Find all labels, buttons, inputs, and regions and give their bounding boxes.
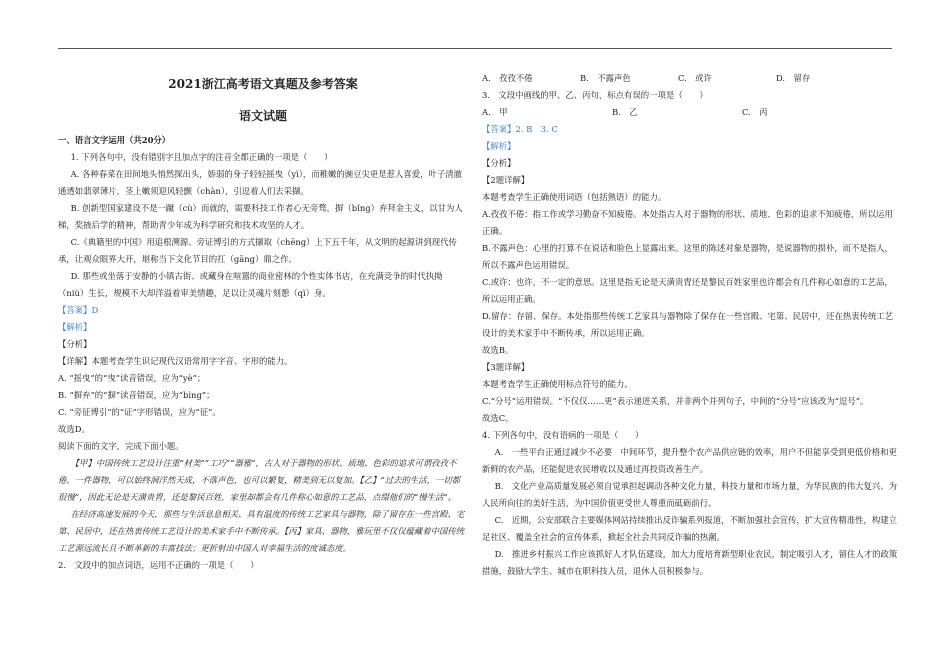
q4-option-c: C. 近期，公安部联合主要媒体网站持续推出反诈骗系列报道，不断加强社会宣传，扩大宣传精准性，构建立足社区、覆盖全社会的宣传体系，掀起全社会共同反诈骗的热潮。 [482,515,897,542]
q3-option-c: C. 丙 [742,107,768,117]
q3-conclusion: 故选C。 [482,413,514,423]
q1-option-a: A. 各种春菜在田间地头悄然探出头，娇弱的身子轻轻摇曳（yì），而稚嫩的豌豆尖更是惹人喜爱，叶子清澈通透如翡翠薄片，茎上嫩须迎风轻颤（chàn），引逗着人们去采撷。 [58,169,463,196]
q2-option-a: A. 孜孜不倦 [482,73,533,83]
q4-option-b: B. 文化产业高质量发展必须自觉承担起调动各种文化力量，科技力量和市场力量，为华民族的伟大复兴、为人民所向往的美好生活，为中国价值更受世人尊重而砥砺前行。 [482,481,898,508]
q1-option-b: B. 创新型国家建设不是一蹴（cù）而就的，需要科技工作者心无旁骛，摒（bǐng）弃拜金主义，以甘为人梯，奖掖后学的精神，帮助青少年成为科学研究和技术攻坚的人才。 [58,203,463,230]
q2-detail-label: 【2题详解】 [482,175,530,185]
q3-option-a: A. 甲 [482,107,508,117]
passage-paragraph-1: 【甲】中国传统工艺设计注重“材美”“工巧”“器雅”，古人对于器物的形状、质地、色彩的追求可谓孜孜不倦。一件器物，可以始终洞洋然天成，不落声色，也可以繁复，精美到无以复加。【乙】“过去的生活，一切都很慢”，因此无论是天潢贵胄，还是黎民百姓，家里却都会有几件称心如意的工艺品，点缀他们的“慢生活”。 [58,458,461,502]
q1-stem: 1. 下列各句中，没有错别字且加点字的注音全都正确的一项是（ ） [70,152,333,162]
q2-options [482,70,900,87]
fenxi-label-right: 【分析】 [482,158,516,168]
q3-explain-c: C.“分号”运用错误。“不仅仅……更”表示递进关系，并非两个并列句子，中间的“分号”应该改为“逗号”。 [482,396,869,406]
q3-detail-intro: 本题考查学生正确使用标点符号的能力。 [482,379,633,389]
q1-option-c: C.《典籍里的中国》用追根溯源、旁证博引的方式撷取（chēng）上下五千年，从文明的起源讲到现代传承，让观众眼界大开，堪称当下文化节目的扛（gāng）鼎之作。 [58,237,457,264]
answer-23: 【答案】2. B 3. C [482,124,558,134]
explain-c: C. “旁征博引”的“证”字形错误，应为“征”。 [58,407,221,417]
q2-option-d: D. 留存 [776,73,811,83]
q2-conclusion: 故选B。 [482,345,514,355]
q2-option-c: C. 或许 [678,73,712,83]
q1-option-d: D. 那些或坐落于安静的小镇古街、或藏身在喧嚣的商业密林的个性实体书店，在充满竞争的时代执拗（niù）生长，规模不大却洋溢着审美情趣，足以让灵魂片刻憩（qì）身。 [58,271,443,298]
passage-paragraph-2: 在经济高速发展的今天，那些与生活息息相关、具有温度的传统工艺家具与器物，除了留存在一些宫殿、宅第、民居中，还在热衷传统工艺设计的美术家手中不断传承。【丙】家具、器物，雅玩里不仅仅蕴藏着中国传统工艺源远流长且不断革新的丰富技法；更折射出中国人对幸福生活的度诚态度。 [58,509,465,553]
q3-detail-label: 【3题详解】 [482,362,530,372]
xiangjie: 【详解】本题考查学生识记现代汉语常用字字音、字形的能力。 [58,356,293,366]
fenxi-label: 【分析】 [58,339,92,349]
left-column [58,74,468,574]
q3-options [482,104,900,121]
right-column [482,70,900,580]
q4-option-d: D. 推进乡村振兴工作应该抓好人才队伍建设，加大力度培育新型职业农民，制定吸引人才，留住人才的政策措施，鼓励大学生、城市在职科技人员，退休人员积极参与。 [482,549,898,576]
q2-option-b: B. 不露声色 [580,73,631,83]
jiexi-label: 【解析】 [58,322,92,332]
answer-label: 【答案】D [58,305,99,315]
conclusion: 故选D。 [58,424,90,434]
q2-explain-c: C.或许：也许，不一定的意思。这里是指无论是天潢贵胄还是黎民百姓家里也许都会有几件称心如意的工艺品，所以运用正确。 [482,277,893,304]
explain-a: A. “摇曳”的“曳”读音错误，应为“yè”； [58,373,206,383]
q4-option-a: A. 一些平台正通过减少不必要 中间环节，提升整个农产品供应链的效率，用户不但能享受到更低价格和更新鲜的农产品，还能促进农民增收以及通过再投资改善生产。 [482,447,897,474]
explain-b: B. “摒弃”的“摒”读音错误，应为“bìng”； [58,390,215,400]
q2-explain-a: A.孜孜不倦：指工作或学习勤奋不知疲倦。本处指古人对于器物的形状、质地、色彩的追求不知疲倦，所以运用正确。 [482,209,893,236]
q2-detail-intro: 本题考查学生正确使用词语（包括熟语）的能力。 [482,192,667,202]
q3-option-b: B. 乙 [612,107,638,117]
header-rule [58,48,892,49]
q3-stem: 3. 文段中画线的甲、乙、丙句，标点有误的一项是（ ） [482,90,708,100]
q2-explain-d: D.留存：存留、保存。本处指那些传统工艺家具与器物除了保存在一些宫殿、宅第、民居中，还在热衷传统工艺设计的美术家手中不断传承，所以运用正确。 [482,311,894,338]
reading-intro: 阅读下面的文字，完成下面小题。 [58,441,184,451]
q2-stem: 2. 文段中的加点词语，运用不正确的一项是（ ） [58,560,259,570]
page-subtitle: 语文试题 [238,109,287,123]
jiexi-label-right: 【解析】 [482,141,516,151]
q4-stem: 4. 下列各句中，没有语病的一项是（ ） [482,430,644,440]
section-heading: 一、语言文字运用（共20分） [58,135,171,145]
page-title: 2021浙江高考语文真题及参考答案 [168,77,358,91]
q2-explain-b: B.不露声色：心里的打算不在说话和脸色上显露出来。这里的陈述对象是器物，是说器物的损朴，而不是指人，所以不露声色运用错误。 [482,243,893,270]
